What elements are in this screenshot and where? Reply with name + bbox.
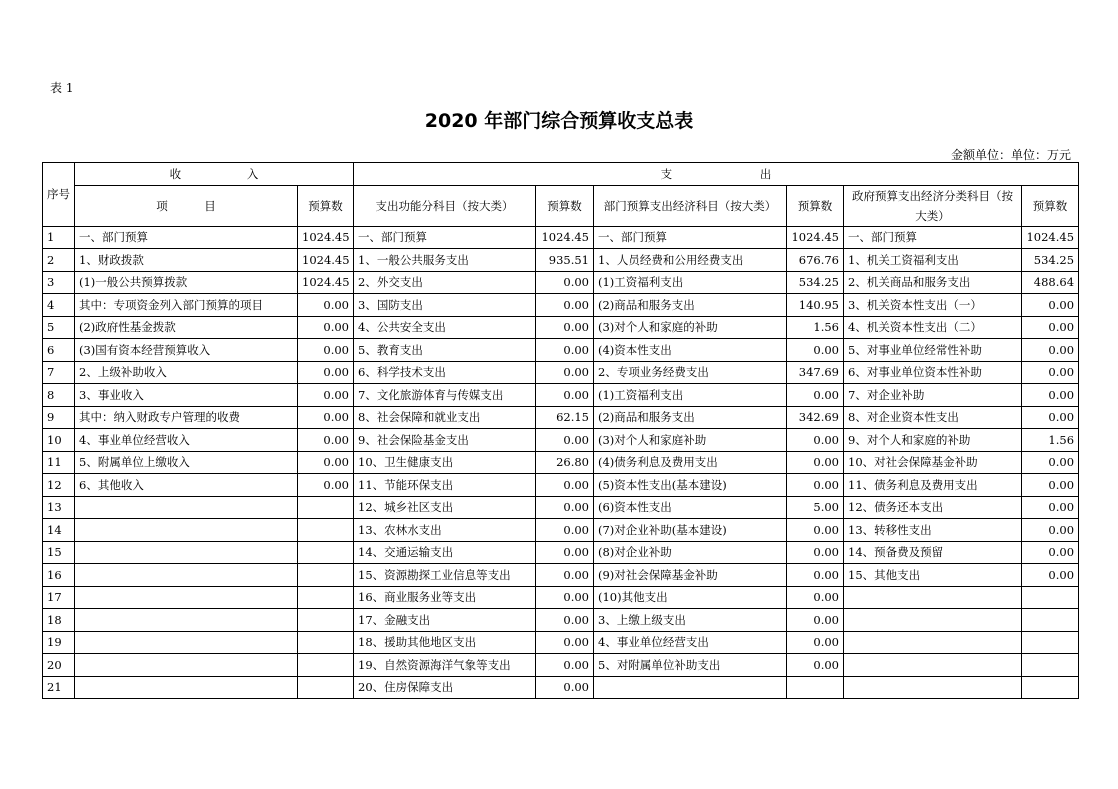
gov-amount: 488.64 [1022,271,1079,294]
gov-amount: 0.00 [1022,474,1079,497]
func-item: 8、社会保障和就业支出 [354,406,536,429]
econ-amount: 5.00 [787,496,844,519]
income-item: 4、事业单位经营收入 [75,429,298,452]
table-row [43,631,1079,654]
income-amount: 0.00 [298,474,354,497]
income-item [75,564,298,587]
econ-amount: 0.00 [787,541,844,564]
table-row [43,586,1079,609]
income-amount: 0.00 [298,361,354,384]
func-item: 20、住房保障支出 [354,676,536,699]
gov-amount: 0.00 [1022,519,1079,542]
func-item: 12、城乡社区支出 [354,496,536,519]
table-row [43,271,1079,294]
func-amount: 935.51 [536,249,594,272]
func-amount: 1024.45 [536,226,594,249]
econ-item: (9)对社会保障基金补助 [594,564,787,587]
func-amount: 0.00 [536,496,594,519]
gov-amount [1022,631,1079,654]
econ-amount: 0.00 [787,631,844,654]
income-item: (1)一般公共预算拨款 [75,271,298,294]
row-seq: 21 [43,676,75,699]
gov-amount: 0.00 [1022,496,1079,519]
income-amount [298,496,354,519]
gov-item: 8、对企业资本性支出 [844,406,1022,429]
income-amount: 0.00 [298,339,354,362]
row-seq: 4 [43,294,75,317]
table-row [43,339,1079,362]
income-amount [298,541,354,564]
row-seq: 12 [43,474,75,497]
func-item: 1、一般公共服务支出 [354,249,536,272]
gov-amount [1022,609,1079,632]
row-seq: 5 [43,316,75,339]
gov-item: 9、对个人和家庭的补助 [844,429,1022,452]
row-seq: 15 [43,541,75,564]
econ-amount: 140.95 [787,294,844,317]
func-amount: 0.00 [536,654,594,677]
page-title: 2020 年部门综合预算收支总表 [424,110,694,132]
func-item: 19、自然资源海洋气象等支出 [354,654,536,677]
row-seq: 6 [43,339,75,362]
table-row [43,519,1079,542]
income-amount: 1024.45 [298,249,354,272]
gov-amount: 1024.45 [1022,226,1079,249]
gov-amount: 534.25 [1022,249,1079,272]
income-amount [298,676,354,699]
econ-item: (6)资本性支出 [594,496,787,519]
econ-amount: 0.00 [787,586,844,609]
row-seq: 11 [43,451,75,474]
table-row [43,496,1079,519]
income-amount: 0.00 [298,316,354,339]
table-row [43,406,1079,429]
income-item [75,519,298,542]
table-row [43,474,1079,497]
gov-item: 6、对事业单位资本性补助 [844,361,1022,384]
econ-header: 部门预算支出经济科目（按大类） [594,185,787,226]
func-item: 一、部门预算 [354,226,536,249]
table-row [43,609,1079,632]
income-item [75,586,298,609]
econ-amount: 0.00 [787,384,844,407]
func-amount: 0.00 [536,361,594,384]
econ-item [594,676,787,699]
func-amount: 0.00 [536,519,594,542]
func-item: 14、交通运输支出 [354,541,536,564]
table-row [43,541,1079,564]
table-row [43,429,1079,452]
econ-amount: 1.56 [787,316,844,339]
gov-item [844,631,1022,654]
gov-amount: 0.00 [1022,316,1079,339]
income-amount [298,609,354,632]
func-amount: 0.00 [536,474,594,497]
row-seq: 16 [43,564,75,587]
func-amount: 62.15 [536,406,594,429]
econ-item: (4)资本性支出 [594,339,787,362]
row-seq: 18 [43,609,75,632]
income-amount: 0.00 [298,294,354,317]
row-seq: 7 [43,361,75,384]
gov-amount: 0.00 [1022,564,1079,587]
income-item: (3)国有资本经营预算收入 [75,339,298,362]
table-row [43,226,1079,249]
econ-item: (2)商品和服务支出 [594,406,787,429]
econ-amount: 342.69 [787,406,844,429]
item-header: 项 目 [75,185,298,226]
gov-item: 11、债务利息及费用支出 [844,474,1022,497]
econ-item: (10)其他支出 [594,586,787,609]
func-amount: 0.00 [536,294,594,317]
gov-budget-header: 预算数 [1022,185,1079,226]
gov-amount: 0.00 [1022,384,1079,407]
func-amount: 0.00 [536,316,594,339]
income-item [75,496,298,519]
func-item: 15、资源勘探工业信息等支出 [354,564,536,587]
gov-amount: 0.00 [1022,406,1079,429]
econ-amount: 0.00 [787,609,844,632]
row-seq: 8 [43,384,75,407]
row-seq: 1 [43,226,75,249]
income-amount [298,519,354,542]
row-seq: 13 [43,496,75,519]
econ-amount: 0.00 [787,429,844,452]
gov-item: 7、对企业补助 [844,384,1022,407]
gov-item: 14、预备费及预留 [844,541,1022,564]
econ-amount: 347.69 [787,361,844,384]
econ-item: 一、部门预算 [594,226,787,249]
gov-item: 10、对社会保障基金补助 [844,451,1022,474]
func-amount: 0.00 [536,631,594,654]
func-item: 5、教育支出 [354,339,536,362]
table-row [43,654,1079,677]
func-amount: 0.00 [536,586,594,609]
gov-item [844,676,1022,699]
func-item: 3、国防支出 [354,294,536,317]
econ-amount: 0.00 [787,474,844,497]
table-row [43,451,1079,474]
income-item: 其中：专项资金列入部门预算的项目 [75,294,298,317]
income-item: 其中：纳入财政专户管理的收费 [75,406,298,429]
econ-item: 4、事业单位经营支出 [594,631,787,654]
gov-amount: 0.00 [1022,294,1079,317]
gov-amount: 0.00 [1022,339,1079,362]
func-amount: 0.00 [536,609,594,632]
gov-amount: 0.00 [1022,451,1079,474]
func-item: 6、科学技术支出 [354,361,536,384]
income-item: 2、上级补助收入 [75,361,298,384]
gov-amount: 0.00 [1022,361,1079,384]
item-budget-header: 预算数 [298,185,354,226]
econ-amount: 676.76 [787,249,844,272]
econ-amount: 534.25 [787,271,844,294]
seq-header: 序号 [43,163,75,227]
func-item: 9、社会保险基金支出 [354,429,536,452]
econ-item: 5、对附属单位补助支出 [594,654,787,677]
func-header: 支出功能分科目（按大类） [354,185,536,226]
gov-amount: 1.56 [1022,429,1079,452]
econ-item: 2、专项业务经费支出 [594,361,787,384]
income-item: 一、部门预算 [75,226,298,249]
gov-item [844,609,1022,632]
econ-item: (5)资本性支出(基本建设) [594,474,787,497]
income-amount: 0.00 [298,406,354,429]
econ-amount: 0.00 [787,451,844,474]
func-amount: 0.00 [536,339,594,362]
row-seq: 20 [43,654,75,677]
func-item: 7、文化旅游体育与传媒支出 [354,384,536,407]
income-amount: 1024.45 [298,226,354,249]
econ-budget-header: 预算数 [787,185,844,226]
income-amount [298,586,354,609]
income-amount: 0.00 [298,384,354,407]
func-amount: 0.00 [536,676,594,699]
table-row [43,384,1079,407]
func-item: 18、援助其他地区支出 [354,631,536,654]
row-seq: 9 [43,406,75,429]
income-item: 3、事业收入 [75,384,298,407]
func-amount: 0.00 [536,541,594,564]
unit-note: 金额单位：单位：万元 [950,148,1071,162]
econ-item: (3)对个人和家庭补助 [594,429,787,452]
func-item: 16、商业服务业等支出 [354,586,536,609]
income-amount [298,631,354,654]
func-amount: 0.00 [536,429,594,452]
row-seq: 19 [43,631,75,654]
func-item: 13、农林水支出 [354,519,536,542]
econ-item: 1、人员经费和公用经费支出 [594,249,787,272]
econ-amount: 0.00 [787,654,844,677]
gov-item: 1、机关工资福利支出 [844,249,1022,272]
table-row [43,294,1079,317]
row-seq: 10 [43,429,75,452]
econ-item: (7)对企业补助(基本建设) [594,519,787,542]
func-item: 4、公共安全支出 [354,316,536,339]
gov-item [844,654,1022,677]
income-amount [298,654,354,677]
gov-item: 15、其他支出 [844,564,1022,587]
income-item [75,609,298,632]
gov-item: 4、机关资本性支出（二） [844,316,1022,339]
table-row [43,676,1079,699]
econ-item: (4)债务利息及费用支出 [594,451,787,474]
income-item: (2)政府性基金拨款 [75,316,298,339]
income-item: 5、附属单位上缴收入 [75,451,298,474]
income-amount: 1024.45 [298,271,354,294]
table-row [43,249,1079,272]
income-amount: 0.00 [298,451,354,474]
func-amount: 0.00 [536,384,594,407]
income-header: 收 入 [75,163,354,186]
income-item [75,631,298,654]
func-item: 2、外交支出 [354,271,536,294]
income-item [75,541,298,564]
row-seq: 3 [43,271,75,294]
row-seq: 17 [43,586,75,609]
table-row [43,564,1079,587]
econ-amount: 0.00 [787,339,844,362]
func-budget-header: 预算数 [536,185,594,226]
econ-item: (1)工资福利支出 [594,271,787,294]
func-amount: 26.80 [536,451,594,474]
gov-header: 政府预算支出经济分类科目（按大类） [844,185,1022,226]
income-amount [298,564,354,587]
income-item: 6、其他收入 [75,474,298,497]
econ-item: (1)工资福利支出 [594,384,787,407]
econ-item: (8)对企业补助 [594,541,787,564]
func-amount: 0.00 [536,564,594,587]
econ-amount [787,676,844,699]
income-amount: 0.00 [298,429,354,452]
gov-item: 12、债务还本支出 [844,496,1022,519]
row-seq: 14 [43,519,75,542]
table-row [43,316,1079,339]
econ-amount: 0.00 [787,564,844,587]
expense-header: 支 出 [354,163,1079,186]
econ-amount: 1024.45 [787,226,844,249]
gov-amount [1022,654,1079,677]
income-item [75,676,298,699]
table-row [43,361,1079,384]
gov-item: 2、机关商品和服务支出 [844,271,1022,294]
row-seq: 2 [43,249,75,272]
budget-table [42,162,1079,699]
gov-item: 5、对事业单位经常性补助 [844,339,1022,362]
gov-amount [1022,586,1079,609]
econ-item: 3、上缴上级支出 [594,609,787,632]
income-item: 1、财政拨款 [75,249,298,272]
income-item [75,654,298,677]
gov-item: 一、部门预算 [844,226,1022,249]
gov-item: 13、转移性支出 [844,519,1022,542]
econ-item: (2)商品和服务支出 [594,294,787,317]
econ-amount: 0.00 [787,519,844,542]
gov-amount: 0.00 [1022,541,1079,564]
func-item: 10、卫生健康支出 [354,451,536,474]
gov-item: 3、机关资本性支出（一） [844,294,1022,317]
econ-item: (3)对个人和家庭的补助 [594,316,787,339]
func-item: 17、金融支出 [354,609,536,632]
gov-item [844,586,1022,609]
func-amount: 0.00 [536,271,594,294]
table-tag: 表 1 [50,81,74,95]
gov-amount [1022,676,1079,699]
func-item: 11、节能环保支出 [354,474,536,497]
